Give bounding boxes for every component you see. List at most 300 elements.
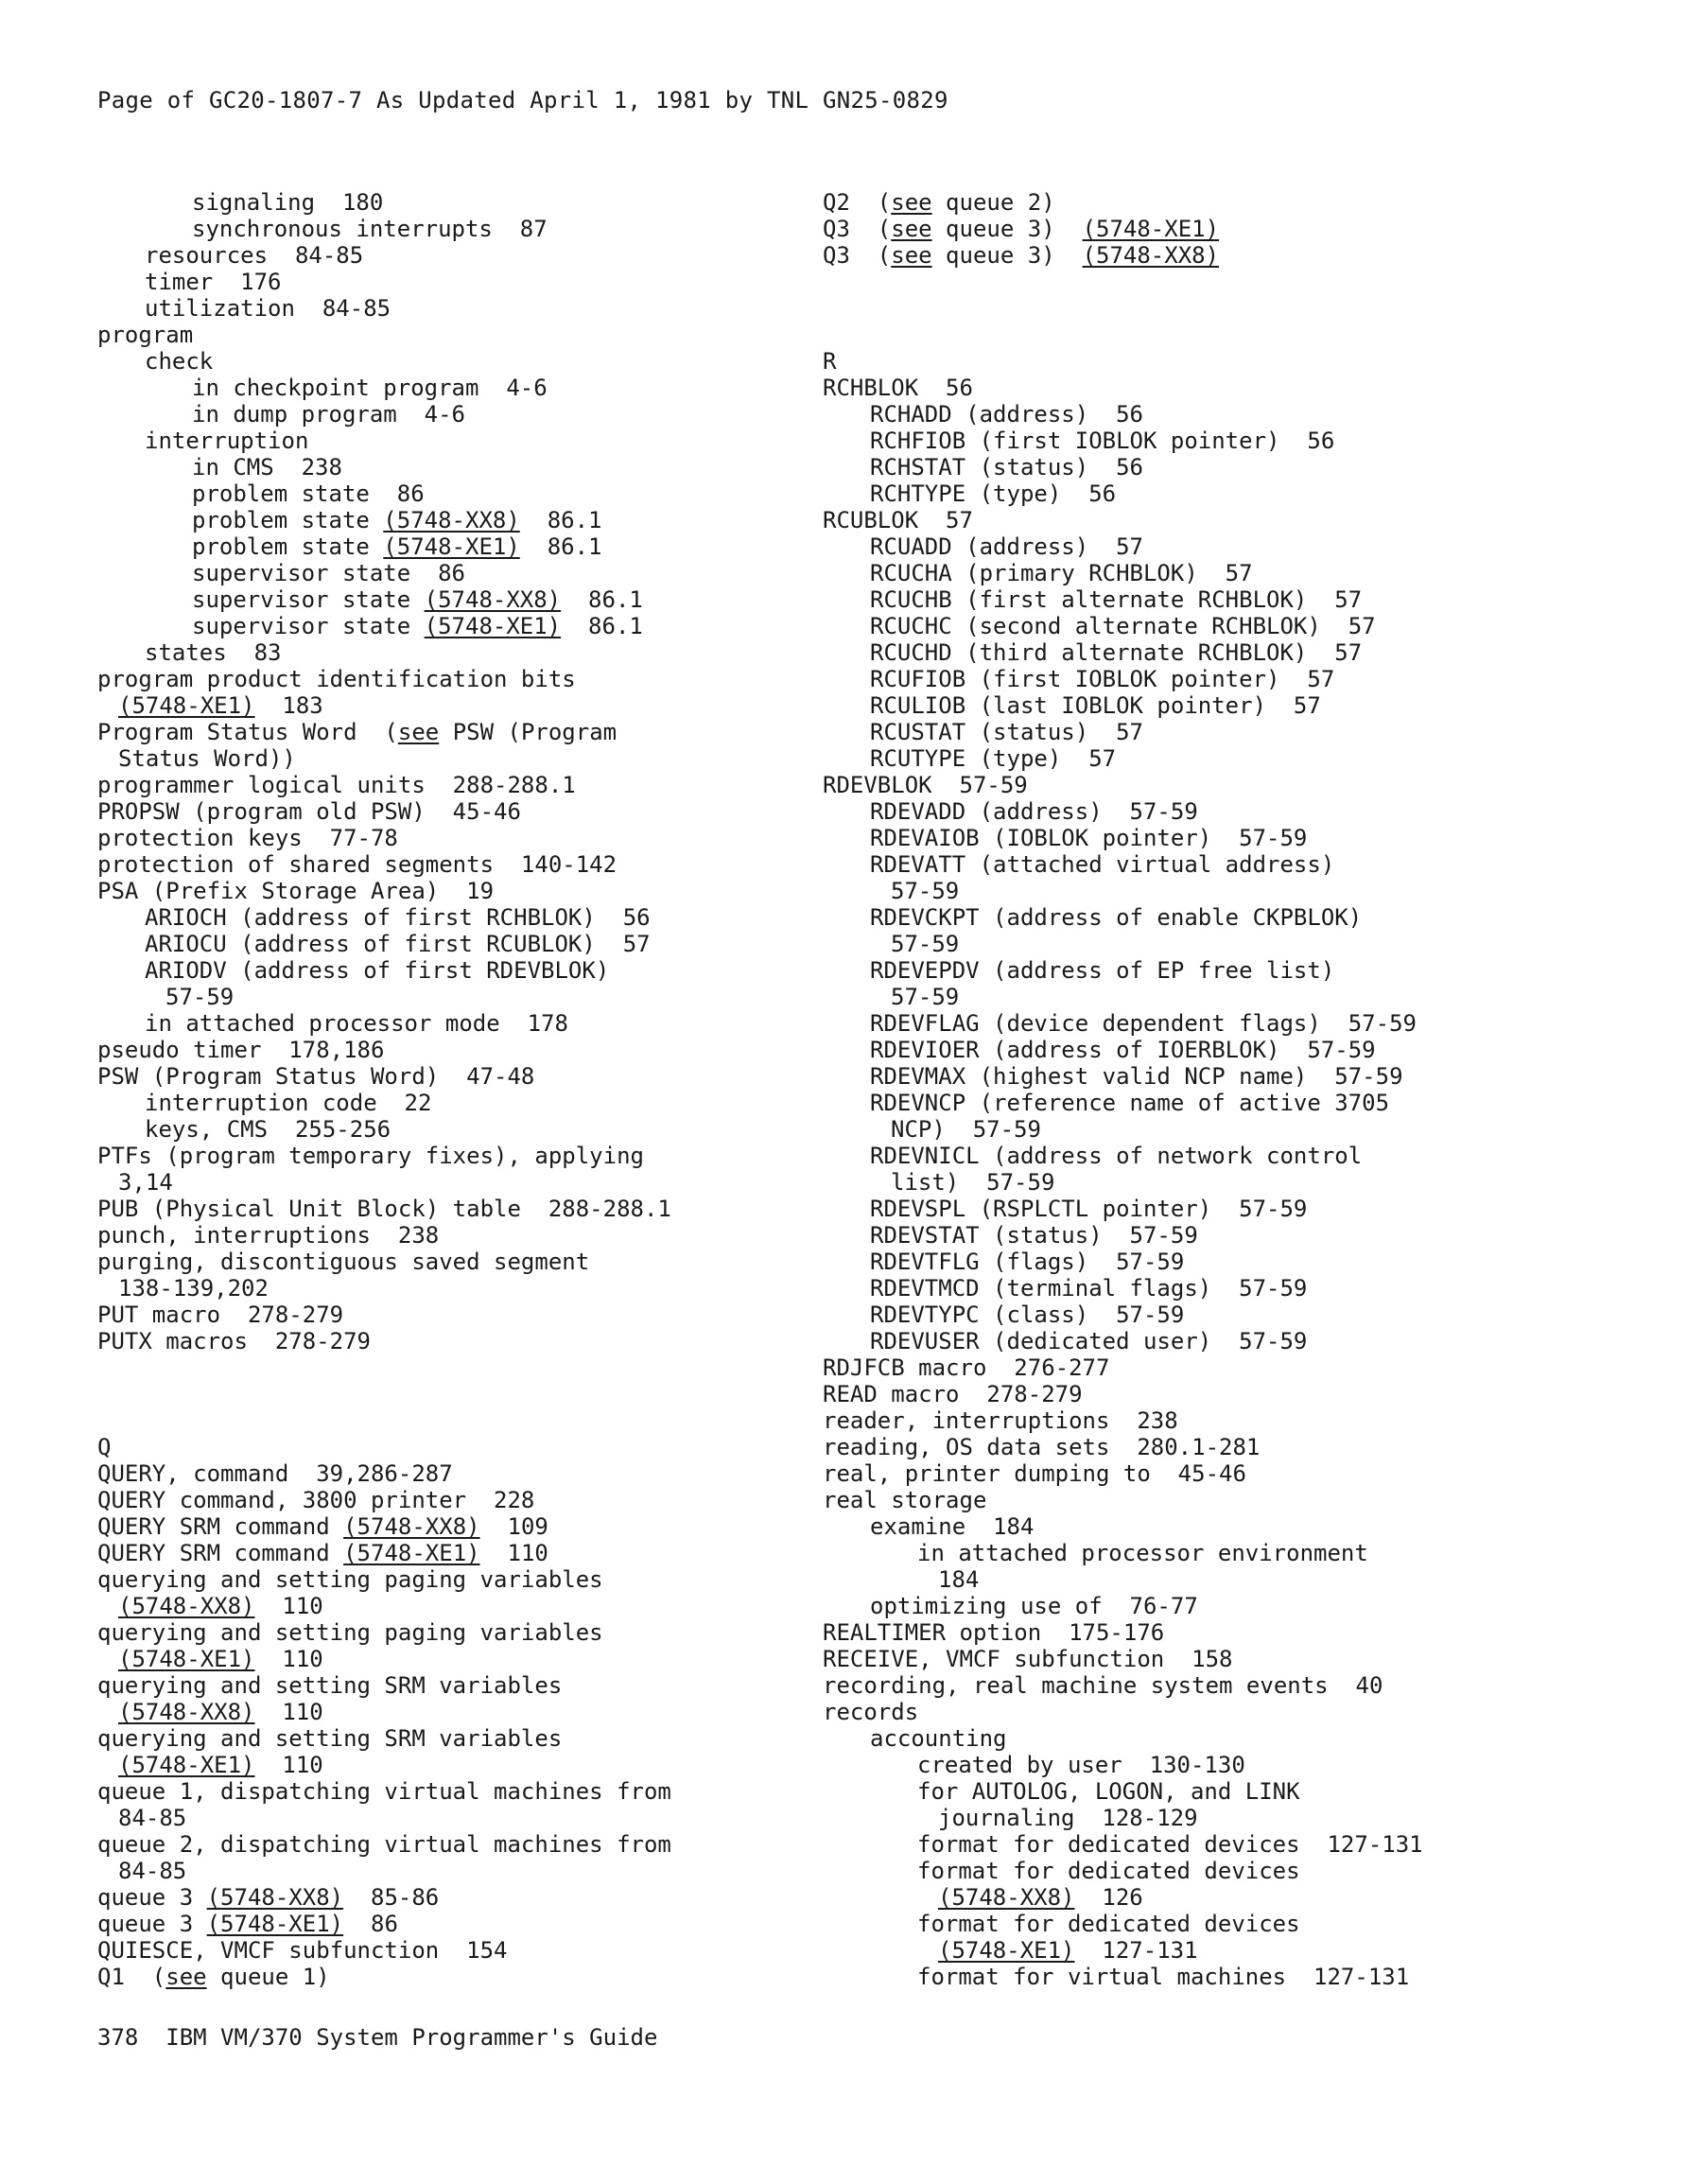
reference-underlined: (5748-XE1) [118,1752,255,1778]
reference-underlined: (5748-XE1) [118,692,255,719]
reference-underlined: (5748-XX8) [343,1513,480,1540]
index-entry-text: format for virtual machines 127-131 [917,1964,1410,1990]
index-entry-text: RDJFCB macro 276-277 [823,1354,1110,1381]
index-entry [97,454,844,480]
index-entry-text: list) 57-59 [891,1169,1055,1196]
index-entry [823,1090,1655,1116]
index-entry-text: PROPSW (program old PSW) 45-46 [97,798,521,825]
index-entry-text: in checkpoint program 4-6 [192,375,548,401]
index-entry [823,745,1655,772]
index-entry-text: in CMS 238 [192,454,342,480]
index-entry [97,269,844,295]
index-entry-text: resources 84-85 [145,242,364,269]
index-entry-text: punch, interruptions 238 [97,1222,440,1249]
index-entry-text: Program Status Word ( [97,719,398,745]
index-entry [823,1249,1655,1275]
index-entry [97,1884,844,1911]
index-entry [823,1275,1655,1302]
index-entry-text: programmer logical units 288-288.1 [97,772,576,798]
index-entry [97,1037,844,1063]
index-entry [97,1911,844,1937]
index-entry-pages: 110 [254,1752,323,1778]
index-entry-text: querying and setting paging variables [97,1566,603,1593]
index-entry [823,825,1655,851]
index-entry-text: interruption code 22 [145,1090,432,1116]
spacer [823,322,1655,348]
index-entry-text: RCUADD (address) 57 [870,533,1143,560]
index-entry [97,560,844,586]
index-entry [823,507,1655,533]
index-entry-pages: 86.1 [519,533,602,560]
index-entry [823,1937,1655,1964]
page-footer: 378 IBM VM/370 System Programmer's Guide [97,2024,658,2051]
index-entry-text: QUERY SRM command [97,1540,344,1566]
index-entry-text: in dump program 4-6 [192,401,465,428]
index-entry-text: RCUSTAT (status) 57 [870,719,1143,745]
reference-underlined: (5748-XE1) [424,613,562,639]
index-entry-text: 57-59 [891,931,960,957]
index-entry [97,428,844,454]
index-entry [823,957,1655,984]
index-entry [823,1116,1655,1143]
index-entry-pages: 85-86 [343,1884,440,1911]
index-entry [823,401,1655,428]
index-entry [823,348,1655,375]
index-entry-text: queue 3 [97,1911,207,1937]
index-entry [823,692,1655,719]
index-entry-text: R [823,348,837,375]
index-entry-text: reader, interruptions 238 [823,1407,1178,1434]
index-entry [97,1778,844,1805]
index-entry [823,984,1655,1010]
reference-underlined: see [891,189,932,216]
index-entry-text: REALTIMER option 175-176 [823,1619,1165,1646]
index-entry-text: RDEVEPDV (address of EP free list) [870,957,1335,984]
spacer [823,269,1655,295]
index-entry-text: RCUCHC (second alternate RCHBLOK) 57 [870,613,1376,639]
index-entry-pages: 86.1 [561,613,643,639]
index-entry [97,1090,844,1116]
index-entry-text: RCULIOB (last IOBLOK pointer) 57 [870,692,1321,719]
spacer [97,1381,844,1407]
index-entry-text: Q3 ( [823,216,892,242]
index-entry [823,1964,1655,1990]
index-entry [97,1328,844,1354]
index-entry [97,1566,844,1593]
index-entry-text: queue 1, dispatching virtual machines from [97,1778,671,1805]
reference-underlined: (5748-XX8) [424,586,562,613]
index-entry [97,216,844,242]
index-entry-text: RCHTYPE (type) 56 [870,480,1117,507]
index-entry [97,1196,844,1222]
index-entry-text: PUTX macros 278-279 [97,1328,371,1354]
index-entry [97,825,844,851]
index-entry-text: timer 176 [145,269,282,295]
index-entry-text: ARIODV (address of first RDEVBLOK) [145,957,610,984]
index-column-left [97,189,844,1990]
index-entry-text: QUERY SRM command [97,1513,344,1540]
index-entry-text: program [97,322,194,348]
index-entry [97,772,844,798]
index-entry [823,1540,1655,1566]
index-entry-text: for AUTOLOG, LOGON, and LINK [917,1778,1300,1805]
index-entry-pages: 110 [254,1646,323,1672]
index-entry [97,242,844,269]
index-entry-text: utilization 84-85 [145,295,391,322]
index-entry-text: Status Word)) [118,745,296,772]
index-entry [823,1752,1655,1778]
index-entry [97,533,844,560]
index-entry-text: RDEVMAX (highest valid NCP name) 57-59 [870,1063,1403,1090]
index-entry [823,1196,1655,1222]
index-entry [97,1010,844,1037]
index-entry-text: PUT macro 278-279 [97,1302,344,1328]
index-entry [823,1037,1655,1063]
index-entry [97,507,844,533]
index-entry [823,560,1655,586]
index-entry [97,1063,844,1090]
index-entry-text: RDEVCKPT (address of enable CKPBLOK) [870,904,1363,931]
index-entry [823,613,1655,639]
index-entry-text: format for dedicated devices [917,1911,1300,1937]
index-entry-text: PSW (Program Status Word) 47-48 [97,1063,535,1090]
index-entry [97,1540,844,1566]
index-entry [97,1143,844,1169]
spacer [97,1407,844,1434]
index-entry-text: querying and setting paging variables [97,1619,603,1646]
index-entry [97,984,844,1010]
spacer [97,1354,844,1381]
index-entry-text: PSA (Prefix Storage Area) 19 [97,878,495,904]
index-entry-text: RCUCHA (primary RCHBLOK) 57 [870,560,1253,586]
index-entry-text: format for dedicated devices 127-131 [917,1831,1423,1858]
index-entry-text: RDEVSPL (RSPLCTL pointer) 57-59 [870,1196,1308,1222]
index-entry [823,1328,1655,1354]
index-entry-text: 138-139,202 [118,1275,269,1302]
index-entry [97,613,844,639]
reference-underlined: see [891,216,932,242]
index-entry-text: format for dedicated devices [917,1858,1300,1884]
reference-underlined: see [397,719,440,745]
index-entry [97,401,844,428]
index-entry [823,851,1655,878]
index-entry [823,1063,1655,1090]
index-entry [97,1169,844,1196]
page-header: Page of GC20-1807-7 As Updated April 1, 1981 by TNL GN25-0829 [97,87,948,114]
index-entry [823,1831,1655,1858]
index-entry-text: RCUCHD (third alternate RCHBLOK) 57 [870,639,1363,666]
index-entry [823,1460,1655,1487]
index-entry [823,1805,1655,1831]
index-entry [97,1275,844,1302]
index-entry [97,1699,844,1725]
index-entry-text: READ macro 278-279 [823,1381,1083,1407]
index-entry-text: RDEVNICL (address of network control [870,1143,1363,1169]
index-entry-text: examine 184 [870,1513,1035,1540]
index-entry-text: problem state 86 [192,480,425,507]
reference-underlined: see [891,242,932,269]
index-entry [97,586,844,613]
index-entry [97,1805,844,1831]
index-entry [823,1169,1655,1196]
index-entry-pages: queue 3) [931,242,1083,269]
index-entry-text: 57-59 [891,878,960,904]
index-entry-text: QUERY, command 39,286-287 [97,1460,453,1487]
index-entry [97,322,844,348]
index-entry [823,375,1655,401]
index-entry-pages: 109 [479,1513,548,1540]
index-entry-text: RDEVTMCD (terminal flags) 57-59 [870,1275,1308,1302]
index-entry [823,904,1655,931]
index-entry [823,931,1655,957]
index-entry [97,1116,844,1143]
index-entry [823,480,1655,507]
index-entry-text: created by user 130-130 [917,1752,1245,1778]
reference-underlined: (5748-XE1) [343,1540,480,1566]
index-entry [97,1752,844,1778]
index-entry-text: problem state [192,507,384,533]
index-entry [97,348,844,375]
index-entry [823,878,1655,904]
index-entry [97,1858,844,1884]
index-entry-text: records [823,1699,919,1725]
index-entry-text: RCHSTAT (status) 56 [870,454,1143,480]
index-entry-text: RDEVSTAT (status) 57-59 [870,1222,1198,1249]
index-entry-text: synchronous interrupts 87 [192,216,548,242]
index-entry [823,1778,1655,1805]
index-entry [823,242,1655,269]
index-entry [823,1858,1655,1884]
index-entry-text: RCHFIOB (first IOBLOK pointer) 56 [870,428,1335,454]
index-entry-text: QUERY command, 3800 printer 228 [97,1487,535,1513]
index-entry [97,1725,844,1752]
index-entry-text: recording, real machine system events 40 [823,1672,1383,1699]
index-entry-text: RDEVADD (address) 57-59 [870,798,1198,825]
index-entry [823,1010,1655,1037]
index-entry [97,1593,844,1619]
index-entry-text: RCUTYPE (type) 57 [870,745,1117,772]
index-entry-text: 84-85 [118,1858,187,1884]
index-entry-text: Q2 ( [823,189,892,216]
index-entry [823,1381,1655,1407]
index-entry [823,1143,1655,1169]
index-entry [97,639,844,666]
reference-underlined: (5748-XE1) [118,1646,255,1672]
reference-underlined: (5748-XX8) [938,1884,1075,1911]
index-entry-text: optimizing use of 76-77 [870,1593,1198,1619]
index-entry [97,798,844,825]
index-entry [97,719,844,745]
index-entry [97,931,844,957]
index-entry-text: pseudo timer 178,186 [97,1037,385,1063]
index-entry-pages: 86.1 [519,507,602,533]
index-entry-text: RDEVATT (attached virtual address) [870,851,1335,878]
index-entry-text: check [145,348,214,375]
index-entry [97,878,844,904]
index-entry-text: querying and setting SRM variables [97,1725,563,1752]
index-column-right [823,189,1655,1990]
index-entry-text: NCP) 57-59 [891,1116,1041,1143]
index-entry-text: protection keys 77-78 [97,825,398,851]
index-entry [97,904,844,931]
index-entry [97,1646,844,1672]
index-entry-text: RDEVBLOK 57-59 [823,772,1028,798]
reference-underlined: (5748-XE1) [383,533,520,560]
index-entry [97,666,844,692]
index-entry [823,1911,1655,1937]
index-entry [823,216,1655,242]
index-entry-text: RDEVFLAG (device dependent flags) 57-59 [870,1010,1417,1037]
index-entry-text: RCHADD (address) 56 [870,401,1143,428]
index-entry-text: RDEVTYPC (class) 57-59 [870,1302,1185,1328]
index-entry [97,692,844,719]
index-entry-text: queue 3 [97,1884,207,1911]
index-entry [823,666,1655,692]
index-entry [823,1884,1655,1911]
reference-underlined: (5748-XX8) [1082,242,1220,269]
index-entry-text: RDEVAIOB (IOBLOK pointer) 57-59 [870,825,1308,851]
index-entry [823,1222,1655,1249]
index-entry-pages: 86.1 [561,586,643,613]
reference-underlined: (5748-XX8) [118,1699,255,1725]
index-entry [823,1302,1655,1328]
index-entry [97,1434,844,1460]
index-entry [97,375,844,401]
index-entry [97,1831,844,1858]
index-entry [823,719,1655,745]
index-entry-text: RDEVIOER (address of IOERBLOK) 57-59 [870,1037,1376,1063]
index-entry-text: RCUBLOK 57 [823,507,973,533]
reference-underlined: (5748-XE1) [938,1937,1075,1964]
index-entry-text: real, printer dumping to 45-46 [823,1460,1246,1487]
reference-underlined: (5748-XE1) [206,1911,344,1937]
index-entry-pages: 110 [254,1699,323,1725]
index-entry-text: journaling 128-129 [938,1805,1198,1831]
index-entry [97,957,844,984]
index-entry [97,1937,844,1964]
index-entry [823,772,1655,798]
index-entry-text: 57-59 [165,984,235,1010]
index-entry-text: supervisor state [192,586,425,613]
index-entry-text: RCUCHB (first alternate RCHBLOK) 57 [870,586,1363,613]
index-entry-text: RDEVTFLG (flags) 57-59 [870,1249,1185,1275]
index-entry-text: RDEVUSER (dedicated user) 57-59 [870,1328,1308,1354]
index-entry [823,1354,1655,1381]
index-entry [97,1513,844,1540]
index-entry-text: 3,14 [118,1169,173,1196]
index-entry [823,1593,1655,1619]
index-entry [97,189,844,216]
index-entry-text: states 83 [145,639,282,666]
index-entry-text: 184 [938,1566,980,1593]
index-entry-text: 57-59 [891,984,960,1010]
index-entry [823,1672,1655,1699]
index-entry [823,189,1655,216]
index-entry [823,1725,1655,1752]
index-entry [97,851,844,878]
reference-underlined: (5748-XX8) [206,1884,344,1911]
index-entry-pages: queue 1) [206,1964,330,1990]
index-entry [97,1302,844,1328]
reference-underlined: (5748-XE1) [1082,216,1220,242]
index-entry [823,428,1655,454]
index-entry-text: reading, OS data sets 280.1-281 [823,1434,1261,1460]
index-entry-text: program product identification bits [97,666,576,692]
index-entry [823,1619,1655,1646]
index-entry [823,1566,1655,1593]
index-entry [97,1460,844,1487]
index-entry-text: Q [97,1434,112,1460]
index-entry [823,1513,1655,1540]
index-entry [97,745,844,772]
index-entry [823,1646,1655,1672]
index-entry-text: protection of shared segments 140-142 [97,851,617,878]
reference-underlined: (5748-XX8) [118,1593,255,1619]
index-entry-pages: 110 [479,1540,548,1566]
spacer [823,295,1655,322]
index-entry-text: supervisor state 86 [192,560,465,586]
index-entry-text: real storage [823,1487,987,1513]
index-entry-text: querying and setting SRM variables [97,1672,563,1699]
reference-underlined: (5748-XX8) [383,507,520,533]
index-entry-text: interruption [145,428,309,454]
index-entry-pages: 127-131 [1074,1937,1198,1964]
index-entry [97,1249,844,1275]
index-entry [97,1487,844,1513]
index-entry-text: RCUFIOB (first IOBLOK pointer) 57 [870,666,1335,692]
index-entry-pages: 183 [254,692,323,719]
index-entry [97,1619,844,1646]
index-entry-text: RECEIVE, VMCF subfunction 158 [823,1646,1233,1672]
index-entry-text: purging, discontiguous saved segment [97,1249,590,1275]
index-entry-text: keys, CMS 255-256 [145,1116,391,1143]
index-entry [823,1699,1655,1725]
index-entry-text: in attached processor environment [917,1540,1368,1566]
index-entry-text: 84-85 [118,1805,187,1831]
index-entry [823,1434,1655,1460]
index-entry [97,1222,844,1249]
index-entry [823,533,1655,560]
index-entry [97,1672,844,1699]
index-entry-text: problem state [192,533,384,560]
index-entry [823,454,1655,480]
index-entry-pages: 110 [254,1593,323,1619]
index-entry-text: RCHBLOK 56 [823,375,973,401]
index-entry [823,798,1655,825]
index-entry [823,1407,1655,1434]
index-entry [97,480,844,507]
index-entry-text: accounting [870,1725,1007,1752]
index-entry-pages: PSW (Program [439,719,617,745]
index-entry [97,295,844,322]
index-entry-text: Q1 ( [97,1964,166,1990]
index-entry-text: queue 2, dispatching virtual machines from [97,1831,671,1858]
index-entry-text: ARIOCH (address of first RCHBLOK) 56 [145,904,651,931]
index-entry-pages: 86 [343,1911,398,1937]
index-entry-pages: queue 2) [931,189,1055,216]
index-entry [823,1487,1655,1513]
index-entry-text: Q3 ( [823,242,892,269]
index-entry-text: in attached processor mode 178 [145,1010,568,1037]
reference-underlined: see [165,1964,207,1990]
index-entry [823,639,1655,666]
index-entry-text: QUIESCE, VMCF subfunction 154 [97,1937,508,1964]
index-entry-pages: 126 [1074,1884,1143,1911]
index-entry-text: PTFs (program temporary fixes), applying [97,1143,644,1169]
index-entry-text: supervisor state [192,613,425,639]
index-entry [97,1964,844,1990]
index-entry-text: RDEVNCP (reference name of active 3705 [870,1090,1390,1116]
